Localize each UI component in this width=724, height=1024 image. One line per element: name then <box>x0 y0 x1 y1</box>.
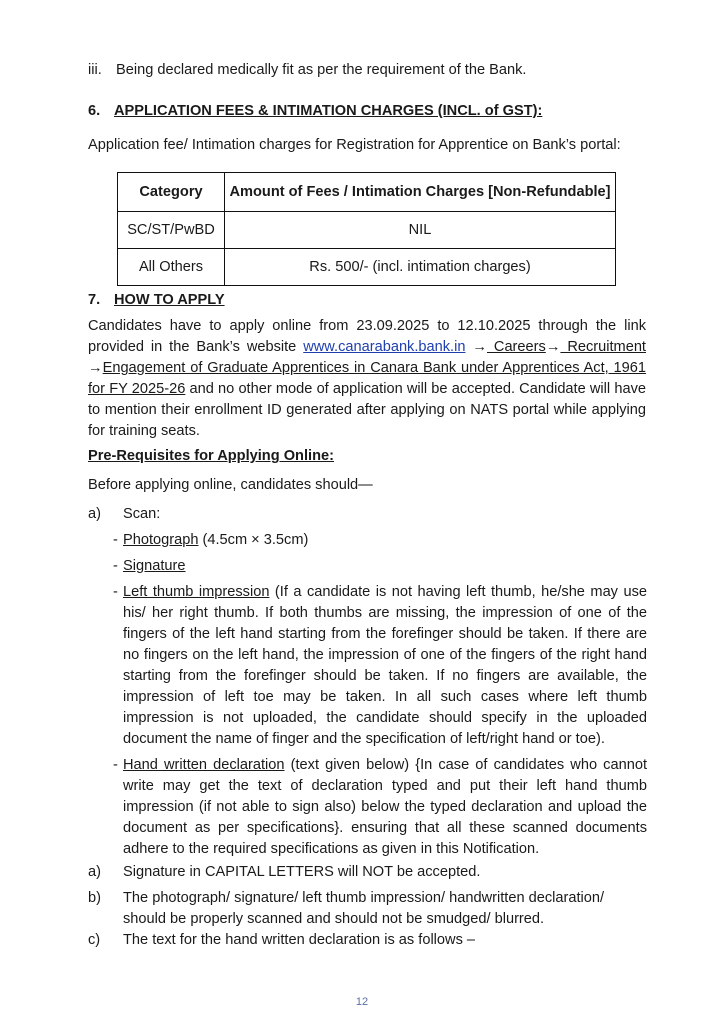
recruitment-link[interactable]: Recruitment <box>560 339 646 355</box>
section-7-number: 7. <box>88 292 101 308</box>
photograph-label: Photograph <box>123 532 199 548</box>
apply-text-start: Candidates have to apply online from 23.09.2025 to 12.10.2025 through the link provided in the Bank’s website <box>88 318 646 355</box>
scan-item-declaration: - Hand written declaration (text given below) {In case of candidates who cannot write may get the text of declaration typed and put their left hand thumb impression (if not able to sign also) below the typed declaration and upload the document as per specifications}. ensuring that all these scanned documents adhere to the required specifications as given in this Notification. <box>113 757 647 857</box>
scan-item-thumb-impression: - Left thumb impression (If a candidate is not having left thumb, he/she may use his/ her right thumb. If both thumbs are missing, the impression of one of the fingers of the left hand starting from the forefinger should be taken. If there are no fingers on the left hand, the impression of one of the fingers of the right hand starting from the forefinger should be taken. If no fingers are available, the impression of left toe may be taken. In all such cases where left thumb impression is not uploaded, the candidate should specify in the uploaded document the name of finger and the specification of left/right hand or toe). <box>113 584 647 747</box>
fees-cell-amount: NIL <box>225 212 616 249</box>
thumb-description: (If a candidate is not having left thumb, he/she may use his/ her right thumb. If both thumbs are missing, the impression of one of the fingers of the left hand starting from the forefinger should be taken. If there are no fingers on the left hand, the impression of one of the fingers of the right hand starting from the forefinger should be taken. If no fingers are available, the impression of left toe may be taken. In all such cases where left thumb impression is not uploaded, the candidate should specify in the uploaded document the name of finger and the specification of left/right hand or toe). <box>123 584 647 747</box>
fees-cell-category: SC/ST/PwBD <box>118 212 225 249</box>
item-iii-marker: iii. <box>88 62 102 78</box>
note-b-marker: b) <box>88 890 101 906</box>
signature-label: Signature <box>123 558 186 574</box>
arrow-right-icon: → <box>465 339 487 355</box>
apply-text-end: and no other mode of application will be accepted. Candidate will have to mention their enrollment ID generated after applying on NATS portal while applying for training seats. <box>88 381 646 439</box>
page-number: 12 <box>355 996 369 1008</box>
thumb-label: Left thumb impression <box>123 584 270 600</box>
note-a-marker: a) <box>88 864 101 880</box>
fees-table <box>117 172 616 286</box>
note-a-text: Signature in CAPITAL LETTERS will NOT be accepted. <box>123 864 481 880</box>
fees-cell-category: All Others <box>118 249 225 286</box>
section-7-heading <box>88 290 225 311</box>
fees-header-amount: Amount of Fees / Intimation Charges [Non-Refundable] <box>225 173 616 212</box>
prerequisites-intro: Before applying online, candidates should— <box>88 477 373 493</box>
declaration-label: Hand written declaration <box>123 757 285 773</box>
section-6-title: APPLICATION FEES & INTIMATION CHARGES (INCL. of GST): <box>114 103 543 119</box>
scan-item-signature: - Signature <box>113 558 186 574</box>
careers-link[interactable]: Careers <box>486 339 546 355</box>
fees-cell-amount: Rs. 500/- (incl. intimation charges) <box>225 249 616 286</box>
table-row <box>118 212 616 249</box>
declaration-description: (text given below) {In case of candidates who cannot write may get the text of declaration typed and put their left hand thumb impression (if not able to sign also) below the typed declaration and upload the document as per specifications}. ensuring that all these scanned documents adhere to the required specifications as given in this Notification. <box>123 757 647 857</box>
section-7-title: HOW TO APPLY <box>114 292 225 308</box>
section-6-heading <box>88 101 542 122</box>
item-a-text: Scan: <box>123 506 161 522</box>
bank-website-link[interactable]: www.canarabank.bank.in <box>303 339 466 355</box>
note-b-text: The photograph/ signature/ left thumb impression/ handwritten declaration/ should be properly scanned and should not be smudged/ blurred. <box>123 890 605 927</box>
item-iii-text: Being declared medically fit as per the requirement of the Bank. <box>116 62 527 78</box>
item-a-marker: a) <box>88 506 101 522</box>
how-to-apply-paragraph <box>88 316 646 442</box>
table-row <box>118 249 616 286</box>
section-6-intro: Application fee/ Intimation charges for Registration for Apprentice on Bank’s portal: <box>88 137 621 153</box>
apprentice-engagement-link[interactable]: Engagement of Graduate Apprentices in Canara Bank under Apprentices Act, 1961 for FY 2025-26 <box>88 360 646 397</box>
fees-header-category: Category <box>118 173 225 212</box>
section-6-number: 6. <box>88 103 101 119</box>
scan-item-photograph: - Photograph (4.5cm × 3.5cm) <box>113 532 309 548</box>
arrow-right-icon: → <box>545 339 561 355</box>
prerequisites-heading: Pre-Requisites for Applying Online: <box>88 448 334 464</box>
fees-table-header-row <box>118 173 616 212</box>
note-c-text: The text for the hand written declaration is as follows – <box>123 932 476 948</box>
note-c-marker: c) <box>88 932 101 948</box>
photograph-size: (4.5cm × 3.5cm) <box>198 532 309 548</box>
arrow-right-icon: → <box>88 360 103 376</box>
